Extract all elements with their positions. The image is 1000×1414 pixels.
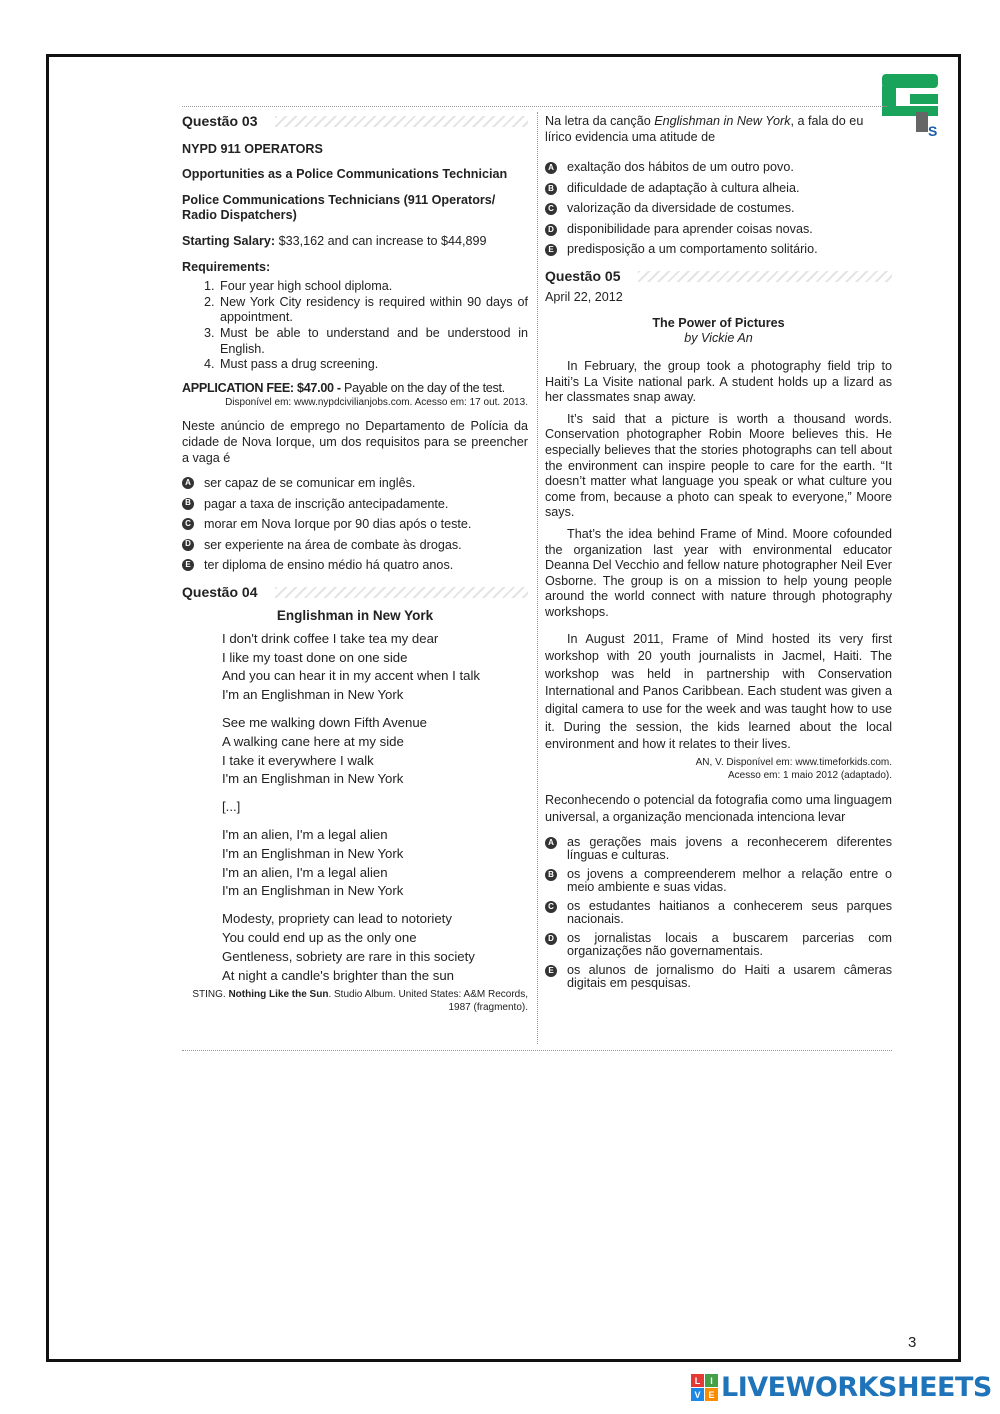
option-letter-c: C — [545, 901, 557, 913]
song-credit — [182, 988, 528, 1014]
q5-prompt: Reconhecendo o potencial da fotografia como uma linguagem universal, a organização mencionada intenciona levar — [545, 792, 892, 824]
fee-label: APPLICATION FEE: $47.00 - — [182, 380, 341, 395]
brand-square: V — [691, 1388, 704, 1401]
ad-title: NYPD 911 OPERATORS — [182, 141, 323, 156]
option-text: disponibilidade para aprender coisas novas. — [567, 221, 813, 236]
question-3-heading — [182, 114, 528, 130]
article-date: April 22, 2012 — [545, 290, 623, 305]
option-text: morar em Nova Iorque por 90 dias após o teste. — [204, 517, 472, 532]
song-ellipsis: [...] — [222, 799, 241, 815]
option-text: os alunos de jornalismo do Haiti a usarem câmeras digitais em pesquisas. — [567, 962, 892, 991]
option-text: dificuldade de adaptação à cultura alheia. — [567, 180, 800, 195]
option-text: valorização da diversidade de costumes. — [567, 201, 795, 216]
song-stanza: I'm an alien, I'm a legal alien I'm an Englishman in New York I'm an alien, I'm a legal alien I'm an Englishman in New York — [222, 826, 404, 899]
song-stanza: I don't drink coffee I take tea my dear I like my toast done on one side And you can hear it in my accent when I talk I'm an Englishman in New York — [222, 630, 481, 703]
requirement-item: 2. New York City residency is required within 90 days of appointment. — [218, 295, 528, 326]
liveworksheets-brand[interactable] — [691, 1372, 992, 1403]
option-text: os jornalistas locais a buscarem parcerias com organizações não governamentais. — [567, 930, 892, 959]
option-letter-d: D — [182, 539, 194, 551]
option-letter-a: A — [182, 477, 194, 489]
option-letter-b: B — [182, 498, 194, 510]
q3-source: Disponível em: www.nypdcivilianjobs.com. Acesso em: 17 out. 2013. — [225, 397, 528, 409]
article-title: The Power of Pictures — [652, 315, 785, 330]
answer-option[interactable] — [545, 202, 892, 216]
question-4-heading — [182, 585, 528, 601]
q4-prompt-end: , a fala do eu lírico evidencia uma atitude de — [545, 114, 864, 144]
answer-option[interactable] — [182, 558, 528, 573]
option-text: pagar a taxa de inscrição antecipadamente. — [204, 496, 449, 511]
song-title: Englishman in New York — [276, 608, 434, 624]
song-stanza: Modesty, propriety can lead to notoriety You could end up as the only one Gentleness, sobriety are rare in this society At night a candle's brighter than the sun — [222, 911, 475, 983]
salary — [182, 234, 528, 250]
option-letter-c: C — [182, 518, 194, 530]
brand-square: E — [705, 1388, 718, 1401]
ad-positions: Police Communications Technicians (911 Operators/ Radio Dispatchers) — [182, 192, 496, 223]
heading-stripe — [275, 116, 528, 127]
answer-option[interactable] — [545, 243, 892, 257]
fee-text: Payable on the day of the test. — [344, 380, 505, 395]
brand-square: I — [705, 1374, 718, 1387]
credit-artist: STING. — [192, 989, 226, 1001]
answer-option[interactable] — [545, 161, 892, 175]
song-stanza: See me walking down Fifth Avenue A walking cane here at my side I take it everywhere I walk I'm an Englishman in New York — [222, 714, 428, 787]
answer-option[interactable] — [182, 497, 528, 512]
option-letter-b: B — [545, 869, 557, 881]
question-4-title: Questão 04 — [182, 583, 258, 600]
option-text: ter diploma de ensino médio há quatro anos. — [204, 558, 454, 573]
q5-source-line-2: Acesso em: 1 maio 2012 (adaptado). — [728, 769, 892, 781]
svg-text:S: S — [928, 123, 938, 139]
q4-prompt — [545, 114, 892, 145]
option-letter-a: A — [545, 162, 557, 174]
article-paragraph: In August 2011, Frame of Mind hosted its very first workshop with 20 youth journalists in Jacmel, Haiti. The workshop was held in partnership with Conservation International and Panos Caribbean. Each student was given a digital camera to use for the week and was taught how to use it. During the session, the kids learned about the local environment and how it relates to their lives. — [545, 631, 892, 752]
brand-name: LIVEWORKSHEETS — [721, 1372, 992, 1403]
option-letter-d: D — [545, 224, 557, 236]
answer-option[interactable] — [545, 182, 892, 196]
answer-option[interactable] — [545, 900, 892, 927]
q5-options — [545, 836, 892, 991]
question-5-heading — [545, 269, 892, 285]
q4-options — [545, 161, 892, 257]
heading-stripe — [638, 271, 892, 282]
heading-stripe — [275, 587, 528, 598]
page-number: 3 — [908, 1334, 917, 1351]
article-byline: by Vickie An — [684, 331, 753, 346]
option-text: exaltação dos hábitos de um outro povo. — [567, 160, 794, 175]
option-text: predisposição a um comportamento solitário. — [567, 242, 818, 257]
option-text: ser experiente na área de combate às drogas. — [204, 537, 462, 552]
application-fee — [182, 381, 528, 397]
option-letter-b: B — [545, 183, 557, 195]
option-letter-e: E — [545, 965, 557, 977]
answer-option[interactable] — [545, 836, 892, 863]
left-column — [182, 114, 528, 1014]
answer-option[interactable] — [545, 932, 892, 959]
q4-prompt-start: Na letra da canção — [545, 114, 651, 128]
option-letter-c: C — [545, 203, 557, 215]
option-letter-e: E — [545, 244, 557, 256]
option-letter-a: A — [545, 837, 557, 849]
option-letter-e: E — [182, 559, 194, 571]
credit-album: Nothing Like the Sun — [228, 989, 329, 1001]
answer-option[interactable] — [182, 476, 528, 491]
option-letter-d: D — [545, 933, 557, 945]
option-text: os estudantes haitianos a conhecerem seus parques nacionais. — [567, 898, 892, 927]
bottom-divider — [182, 1050, 892, 1051]
article-paragraph: It’s said that a picture is worth a thousand words. Conservation photographer Robin Moore believes this. He especially believes that the stories photographs can tell about the environment can inspire people to care for the earth. “It doesn’t matter what language you speak or what culture you come from, because a photo can speak to everyone,” Moore says. — [545, 411, 892, 520]
requirement-item: 3. Must be able to understand and be understood in English. — [218, 326, 528, 357]
answer-option[interactable] — [545, 223, 892, 237]
right-column — [545, 114, 892, 996]
answer-option[interactable] — [545, 868, 892, 895]
salary-label: Starting Salary: — [182, 233, 276, 248]
salary-value: $33,162 and can increase to $44,899 — [278, 233, 487, 248]
q4-prompt-song: Englishman in New York — [654, 114, 791, 128]
option-text: os jovens a compreenderem melhor a relação entre o meio ambiente e suas vidas. — [567, 866, 892, 895]
brand-squares-icon — [691, 1374, 718, 1401]
answer-option[interactable] — [182, 517, 528, 532]
option-text: ser capaz de se comunicar em inglês. — [204, 476, 416, 491]
q3-options — [182, 476, 528, 573]
answer-option[interactable] — [545, 964, 892, 991]
requirements-list — [200, 279, 528, 373]
requirement-item: 4. Must pass a drug screening. — [218, 357, 528, 373]
requirements-label: Requirements: — [182, 259, 271, 274]
article-paragraph: In February, the group took a photography field trip to Haiti’s La Visite national park. A student holds up a lizard as her classmates snap away. — [545, 359, 892, 405]
answer-option[interactable] — [182, 538, 528, 553]
requirement-item: 1. Four year high school diploma. — [218, 279, 528, 295]
article-paragraph: That’s the idea behind Frame of Mind. Moore cofounded the organization last year with environmental educator Deanna Del Vecchio and fellow nature photographer Neil Ever Osborne. The group is on a mission to help young people around the world connect with nature through photography workshops. — [545, 527, 892, 619]
credit-details: . Studio Album. United States: A&M Records, 1987 (fragmento). — [328, 989, 528, 1014]
top-divider — [182, 106, 887, 107]
question-3-title: Questão 03 — [182, 113, 258, 129]
column-separator — [537, 112, 538, 1044]
brand-square: L — [691, 1374, 704, 1387]
q5-source-line-1: AN, V. Disponível em: www.timeforkids.com. — [695, 756, 892, 768]
q3-prompt: Neste anúncio de emprego no Departamento de Polícia da cidade de Nova Iorque, um dos requisitos para se preencher a vaga é — [182, 419, 528, 465]
ad-subtitle: Opportunities as a Police Communications Technician — [182, 167, 508, 182]
question-5-title: Questão 05 — [545, 267, 621, 284]
option-text: as gerações mais jovens a reconhecerem diferentes línguas e culturas. — [567, 834, 892, 863]
